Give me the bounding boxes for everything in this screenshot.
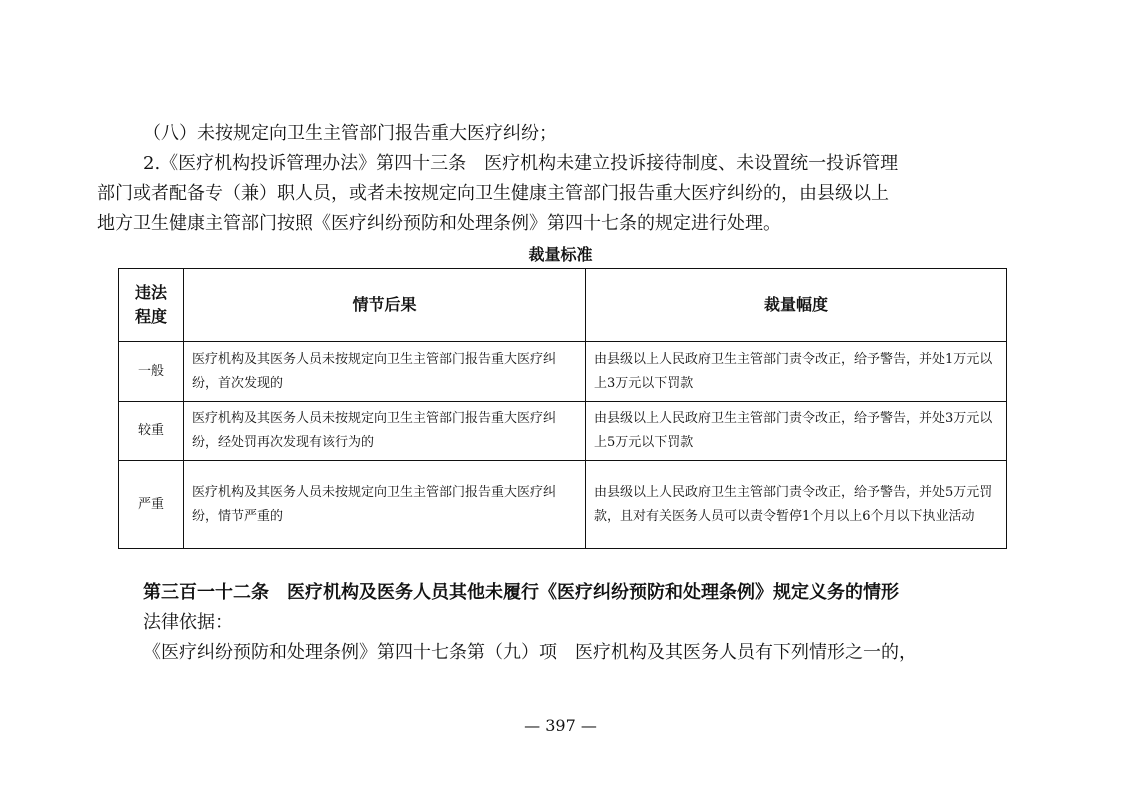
penalty-cell: 由县级以上人民政府卫生主管部门责令改正，给予警告，并处5万元罚款，且对有关医务人员可以责令暂停1个月以上6个月以下执业活动 xyxy=(586,461,1007,549)
level-cell: 较重 xyxy=(119,402,184,461)
article-312-heading-text: 第三百一十二条 医疗机构及医务人员其他未履行《医疗纠纷预防和处理条例》规定义务的情形 xyxy=(143,582,899,603)
header-penalty: 裁量幅度 xyxy=(586,269,1007,342)
level-cell: 严重 xyxy=(119,461,184,549)
penalty-cell: 由县级以上人民政府卫生主管部门责令改正，给予警告，并处1万元以上3万元以下罚款 xyxy=(586,342,1007,402)
level-cell: 一般 xyxy=(119,342,184,402)
item-8-text: （八）未按规定向卫生主管部门报告重大医疗纠纷； xyxy=(143,123,557,144)
article-43-line-1: 2.《医疗机构投诉管理办法》第四十三条 医疗机构未建立投诉接待制度、未设置统一投诉管理 xyxy=(143,153,899,174)
table-row xyxy=(119,342,1007,402)
header-level-line-2: 程度 xyxy=(134,307,167,326)
legal-basis-label: 法律依据： xyxy=(143,612,233,633)
article-43-line-2: 部门或者配备专（兼）职人员，或者未按规定向卫生健康主管部门报告重大医疗纠纷的，由县级以上 xyxy=(97,183,889,204)
article-43-line-3: 地方卫生健康主管部门按照《医疗纠纷预防和处理条例》第四十七条的规定进行处理。 xyxy=(97,213,781,234)
circumstance-cell: 医疗机构及其医务人员未按规定向卫生主管部门报告重大医疗纠纷，情节严重的 xyxy=(184,461,586,549)
penalty-cell: 由县级以上人民政府卫生主管部门责令改正，给予警告，并处3万元以上5万元以下罚款 xyxy=(586,402,1007,461)
page-number: — 397 — xyxy=(524,716,597,735)
table-title: 裁量标准 xyxy=(528,245,593,264)
header-violation-level xyxy=(119,269,184,342)
legal-basis-text: 《医疗纠纷预防和处理条例》第四十七条第（九）项 医疗机构及其医务人员有下列情形之一的， xyxy=(143,642,917,663)
header-level-line-1: 违法 xyxy=(134,283,167,302)
table-row xyxy=(119,402,1007,461)
header-circumstance: 情节后果 xyxy=(184,269,586,342)
table-header-row xyxy=(119,269,1007,342)
article-312-heading xyxy=(97,578,1027,608)
table-row xyxy=(119,461,1007,549)
circumstance-cell: 医疗机构及其医务人员未按规定向卫生主管部门报告重大医疗纠纷，经处罚再次发现有该行为的 xyxy=(184,402,586,461)
circumstance-cell: 医疗机构及其医务人员未按规定向卫生主管部门报告重大医疗纠纷，首次发现的 xyxy=(184,342,586,402)
discretion-standard-table xyxy=(118,268,1007,549)
